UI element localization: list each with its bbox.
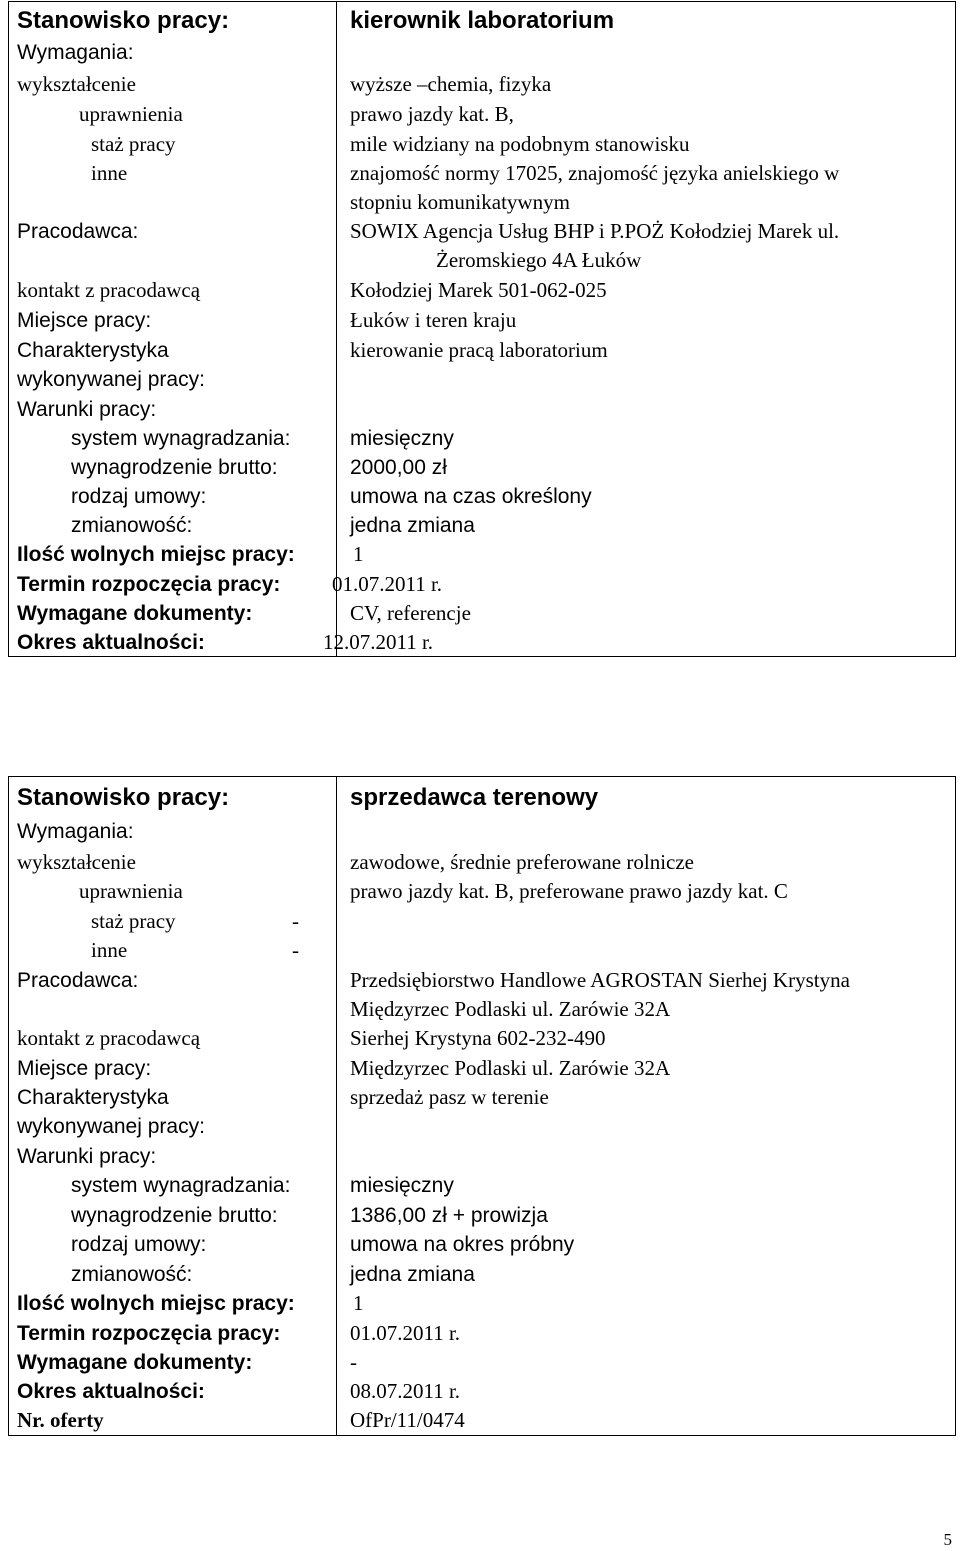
experience-value: mile widziany na podobnym stanowisku: [350, 132, 690, 156]
position-value: sprzedawca terenowy: [350, 784, 599, 811]
documents-value: CV, referencje: [350, 601, 471, 625]
other-value-line2: stopniu komunikatywnym: [350, 190, 570, 214]
start-label: Termin rozpoczęcia pracy:: [17, 573, 281, 596]
employer-label: Pracodawca:: [17, 969, 139, 992]
contact-label: kontakt z pracodawcą: [17, 278, 201, 302]
experience-label: staż pracy: [91, 132, 176, 156]
employer-value-line2: Międzyrzec Podlaski ul. Zarówie 32A: [350, 997, 671, 1021]
position-value: kierownik laboratorium: [350, 7, 615, 34]
offer-number-value: OfPr/11/0474: [350, 1408, 465, 1432]
experience-value: -: [292, 909, 299, 933]
workplace-label: Miejsce pracy:: [17, 1057, 152, 1080]
contact-value: Kołodziej Marek 501-062-025: [350, 278, 607, 302]
position-label: Stanowisko pracy:: [17, 7, 230, 34]
job-offer-table-1: [8, 1, 956, 657]
education-value: wyższe –chemia, fizyka: [350, 72, 552, 96]
start-value: 01.07.2011 r.: [332, 572, 443, 596]
contract-label: rodzaj umowy:: [71, 485, 207, 508]
contract-value: umowa na czas określony: [350, 485, 592, 508]
validity-value: 08.07.2011 r.: [350, 1379, 461, 1403]
pay-system-value: miesięczny: [350, 427, 454, 450]
validity-value: 12.07.2011 r.: [323, 630, 434, 654]
employer-value-line1: Przedsiębiorstwo Handlowe AGROSTAN Sierhej Krystyna: [350, 968, 850, 992]
licenses-value: prawo jazdy kat. B,: [350, 102, 514, 126]
pay-system-label: system wynagradzania:: [71, 427, 291, 450]
start-value: 01.07.2011 r.: [350, 1321, 461, 1345]
other-label: inne: [91, 161, 128, 185]
vacancies-value: 1: [353, 542, 364, 566]
gross-pay-value: 1386,00 zł + prowizja: [350, 1204, 548, 1227]
requirements-label: Wymagania:: [17, 820, 134, 843]
pay-system-value: miesięczny: [350, 1174, 454, 1197]
page-number: 5: [943, 1530, 952, 1549]
start-label: Termin rozpoczęcia pracy:: [17, 1322, 281, 1345]
pay-system-label: system wynagradzania:: [71, 1174, 291, 1197]
characteristics-label-line2: wykonywanej pracy:: [17, 368, 205, 391]
employer-value-line1: SOWIX Agencja Usług BHP i P.POŻ Kołodziej Marek ul.: [350, 219, 840, 243]
column-divider: [336, 777, 337, 1435]
vacancies-value: 1: [353, 1291, 364, 1315]
licenses-value: prawo jazdy kat. B, preferowane prawo jazdy kat. C: [350, 879, 788, 903]
gross-pay-label: wynagrodzenie brutto:: [71, 456, 278, 479]
licenses-label: uprawnienia: [79, 879, 183, 903]
shifts-value: jedna zmiana: [350, 514, 475, 537]
documents-value: -: [350, 1350, 357, 1374]
workplace-value: Łuków i teren kraju: [350, 308, 517, 332]
conditions-label: Warunki pracy:: [17, 398, 157, 421]
employer-value-line2: Żeromskiego 4A Łuków: [436, 248, 642, 272]
contract-label: rodzaj umowy:: [71, 1233, 207, 1256]
shifts-label: zmianowość:: [71, 514, 193, 537]
other-value-line1: znajomość normy 17025, znajomość języka anielskiego w: [350, 161, 840, 185]
characteristics-label-line2: wykonywanej pracy:: [17, 1115, 205, 1138]
education-value: zawodowe, średnie preferowane rolnicze: [350, 850, 694, 874]
conditions-label: Warunki pracy:: [17, 1145, 157, 1168]
position-label: Stanowisko pracy:: [17, 784, 230, 811]
validity-label: Okres aktualności:: [17, 1380, 205, 1403]
workplace-value: Międzyrzec Podlaski ul. Zarówie 32A: [350, 1056, 671, 1080]
validity-label: Okres aktualności:: [17, 631, 205, 654]
vacancies-label: Ilość wolnych miejsc pracy:: [17, 543, 295, 566]
characteristics-value: kierowanie pracą laboratorium: [350, 338, 608, 362]
job-offer-table-2: [8, 776, 956, 1436]
education-label: wykształcenie: [17, 72, 136, 96]
characteristics-label-line1: Charakterystyka: [17, 1086, 169, 1109]
contact-label: kontakt z pracodawcą: [17, 1026, 201, 1050]
education-label: wykształcenie: [17, 850, 136, 874]
licenses-label: uprawnienia: [79, 102, 183, 126]
documents-label: Wymagane dokumenty:: [17, 1351, 253, 1374]
other-label: inne: [91, 938, 128, 962]
employer-label: Pracodawca:: [17, 220, 139, 243]
column-divider: [336, 2, 337, 656]
shifts-value: jedna zmiana: [350, 1263, 475, 1286]
workplace-label: Miejsce pracy:: [17, 309, 152, 332]
characteristics-label-line1: Charakterystyka: [17, 339, 169, 362]
other-value: -: [292, 938, 299, 962]
experience-label: staż pracy: [91, 909, 176, 933]
contact-value: Sierhej Krystyna 602-232-490: [350, 1026, 606, 1050]
vacancies-label: Ilość wolnych miejsc pracy:: [17, 1292, 295, 1315]
shifts-label: zmianowość:: [71, 1263, 193, 1286]
offer-number-label: Nr. oferty: [17, 1408, 104, 1432]
gross-pay-label: wynagrodzenie brutto:: [71, 1204, 278, 1227]
characteristics-value: sprzedaż pasz w terenie: [350, 1085, 549, 1109]
contract-value: umowa na okres próbny: [350, 1233, 575, 1256]
gross-pay-value: 2000,00 zł: [350, 456, 447, 479]
documents-label: Wymagane dokumenty:: [17, 602, 253, 625]
requirements-label: Wymagania:: [17, 41, 134, 64]
